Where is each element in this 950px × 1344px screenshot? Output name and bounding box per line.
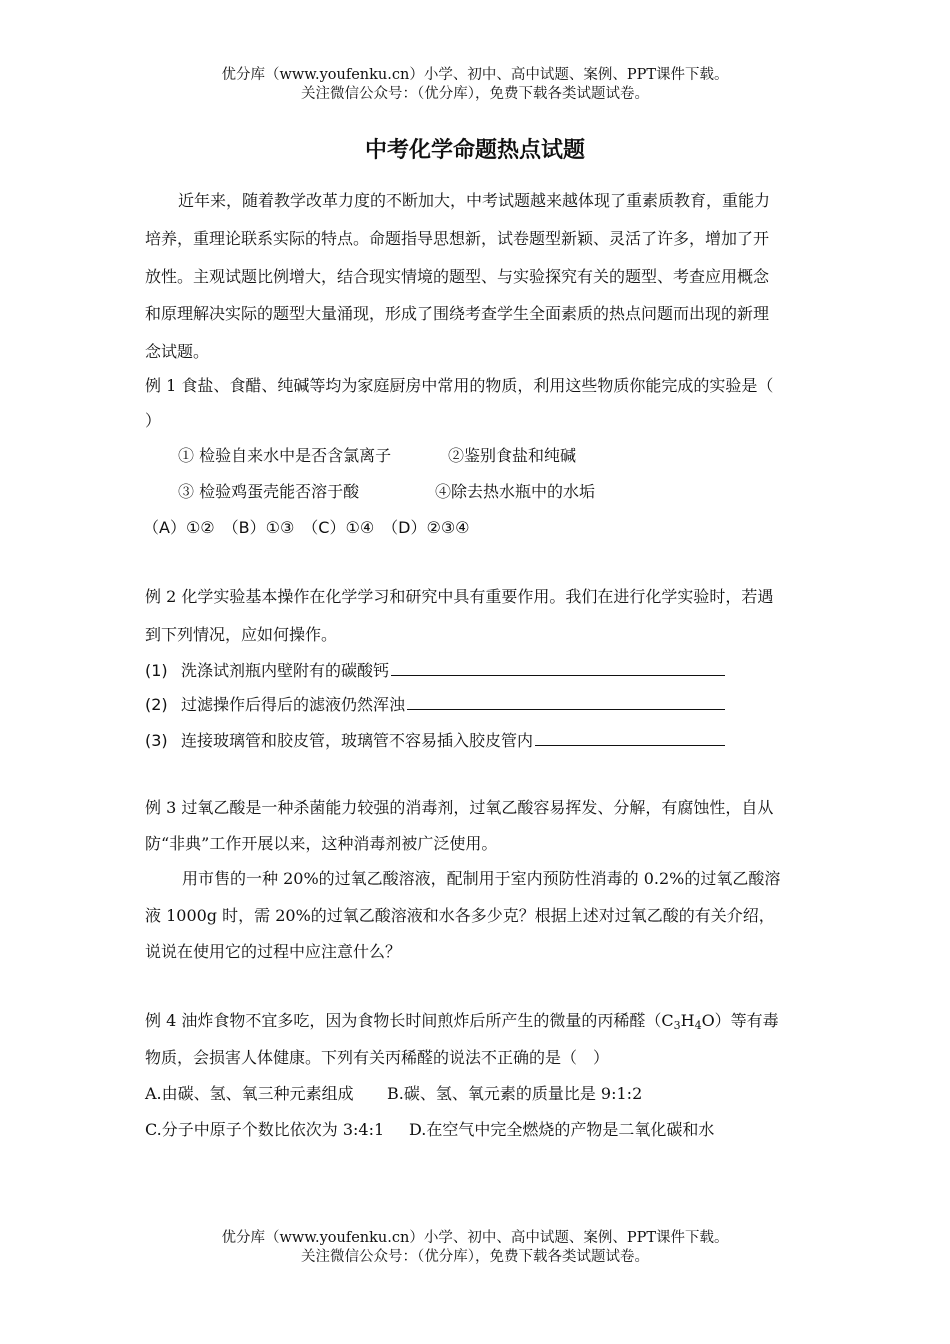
subscript-carbon: 3 (673, 1019, 681, 1032)
answer-blank[interactable] (407, 692, 725, 710)
page-title: 中考化学命题热点试题 (364, 137, 585, 163)
intro-line-2: 培养，重理论联系实际的特点。命题指导思想新，试卷题型新颖、灵活了许多，增加了开 (145, 229, 770, 248)
footer-line-1: 优分库（www.youfenku.cn）小学、初中、高中试题、案例、PPT课件下载。 (221, 1230, 729, 1246)
footer-line-2: 关注微信公众号：（优分库），免费下载各类试题试卷。 (301, 1249, 649, 1265)
intro-line-3: 放性。主观试题比例增大，结合现实情境的题型、与实验探究有关的题型、考查应用概念 (145, 267, 770, 286)
ex3-stem-1: 例 3 过氧乙酸是一种杀菌能力较强的消毒剂，过氧乙酸容易挥发、分解，有腐蚀性，自从 (145, 798, 774, 817)
ex4-stem-1 (145, 1008, 779, 1031)
ex4-option-d: D.在空气中完全燃烧的产物是二氧化碳和水 (409, 1120, 715, 1139)
ex2-stem-1: 例 2 化学实验基本操作在化学学习和研究中具有重要作用。我们在进行化学实验时，若遇 (145, 587, 774, 606)
ex2-item-text: 洗涤试剂瓶内壁附有的碳酸钙 (181, 661, 390, 680)
header-line-1: 优分库（www.youfenku.cn）小学、初中、高中试题、案例、PPT课件下载。 (221, 67, 729, 83)
ex1-option-3: ③ 检验鸡蛋壳能否溶于酸 (178, 482, 360, 501)
ex1-stem-1: 例 1 食盐、食醋、纯碱等均为家庭厨房中常用的物质，利用这些物质你能完成的实验是（ (145, 376, 774, 395)
page-header (0, 66, 950, 104)
ex2-item-number: (2) (145, 695, 168, 714)
ex4-hydrogen: H (680, 1011, 695, 1030)
intro-line-5: 念试题。 (145, 342, 210, 361)
ex2-item-text: 过滤操作后得后的滤液仍然浑浊 (181, 695, 406, 714)
ex4-stem-1b: O）等有毒 (701, 1011, 779, 1030)
ex3-question-2: 液 1000g 时，需 20%的过氧乙酸溶液和水各多少克？根据上述对过氧乙酸的有关介绍， (145, 906, 775, 925)
ex2-item-text: 连接玻璃管和胶皮管，玻璃管不容易插入胶皮管内 (181, 731, 534, 750)
ex4-stem-2: 物质，会损害人体健康。下列有关丙稀醛的说法不正确的是（ ） (145, 1048, 610, 1067)
answer-blank[interactable] (391, 658, 725, 676)
ex2-item-2 (145, 692, 725, 715)
page-footer (0, 1229, 950, 1267)
ex2-item-3 (145, 728, 725, 751)
ex4-option-a: A.由碳、氢、氧三种元素组成 (145, 1084, 354, 1103)
ex2-item-number: (3) (145, 731, 168, 750)
ex1-option-1: ① 检验自来水中是否含氯离子 (178, 446, 392, 465)
ex1-option-2: ②鉴别食盐和纯碱 (448, 446, 577, 465)
ex2-item-number: (1) (145, 661, 168, 680)
ex2-stem-2: 到下列情况，应如何操作。 (145, 625, 338, 644)
ex1-stem-2: ） (145, 411, 162, 430)
ex4-stem-1a: 例 4 油炸食物不宜多吃，因为食物长时间煎炸后所产生的微量的丙稀醛（C (145, 1011, 674, 1030)
ex4-option-c: C.分子中原子个数比依次为 3:4:1 (145, 1120, 385, 1139)
ex1-option-4: ④除去热水瓶中的水垢 (435, 482, 596, 501)
ex4-option-b: B.碳、氢、氧元素的质量比是 9:1:2 (387, 1084, 643, 1103)
ex2-item-1 (145, 658, 725, 681)
header-line-2: 关注微信公众号：（优分库），免费下载各类试题试卷。 (301, 86, 649, 102)
ex3-question-3: 说说在使用它的过程中应注意什么？ (145, 942, 402, 961)
ex3-stem-2: 防“非典”工作开展以来，这种消毒剂被广泛使用。 (145, 834, 498, 853)
answer-blank[interactable] (535, 728, 725, 746)
ex3-question-1: 用市售的一种 20%的过氧乙酸溶液，配制用于室内预防性消毒的 0.2%的过氧乙酸溶 (182, 869, 781, 888)
ex1-choices: （A）①② （B）①③ （C）①④ （D）②③④ (143, 518, 470, 537)
intro-line-4: 和原理解决实际的题型大量涌现，形成了围绕考查学生全面素质的热点问题而出现的新理 (145, 304, 770, 323)
subscript-hydrogen: 4 (694, 1019, 702, 1032)
intro-line-1: 近年来，随着教学改革力度的不断加大，中考试题越来越体现了重素质教育，重能力 (178, 191, 771, 210)
